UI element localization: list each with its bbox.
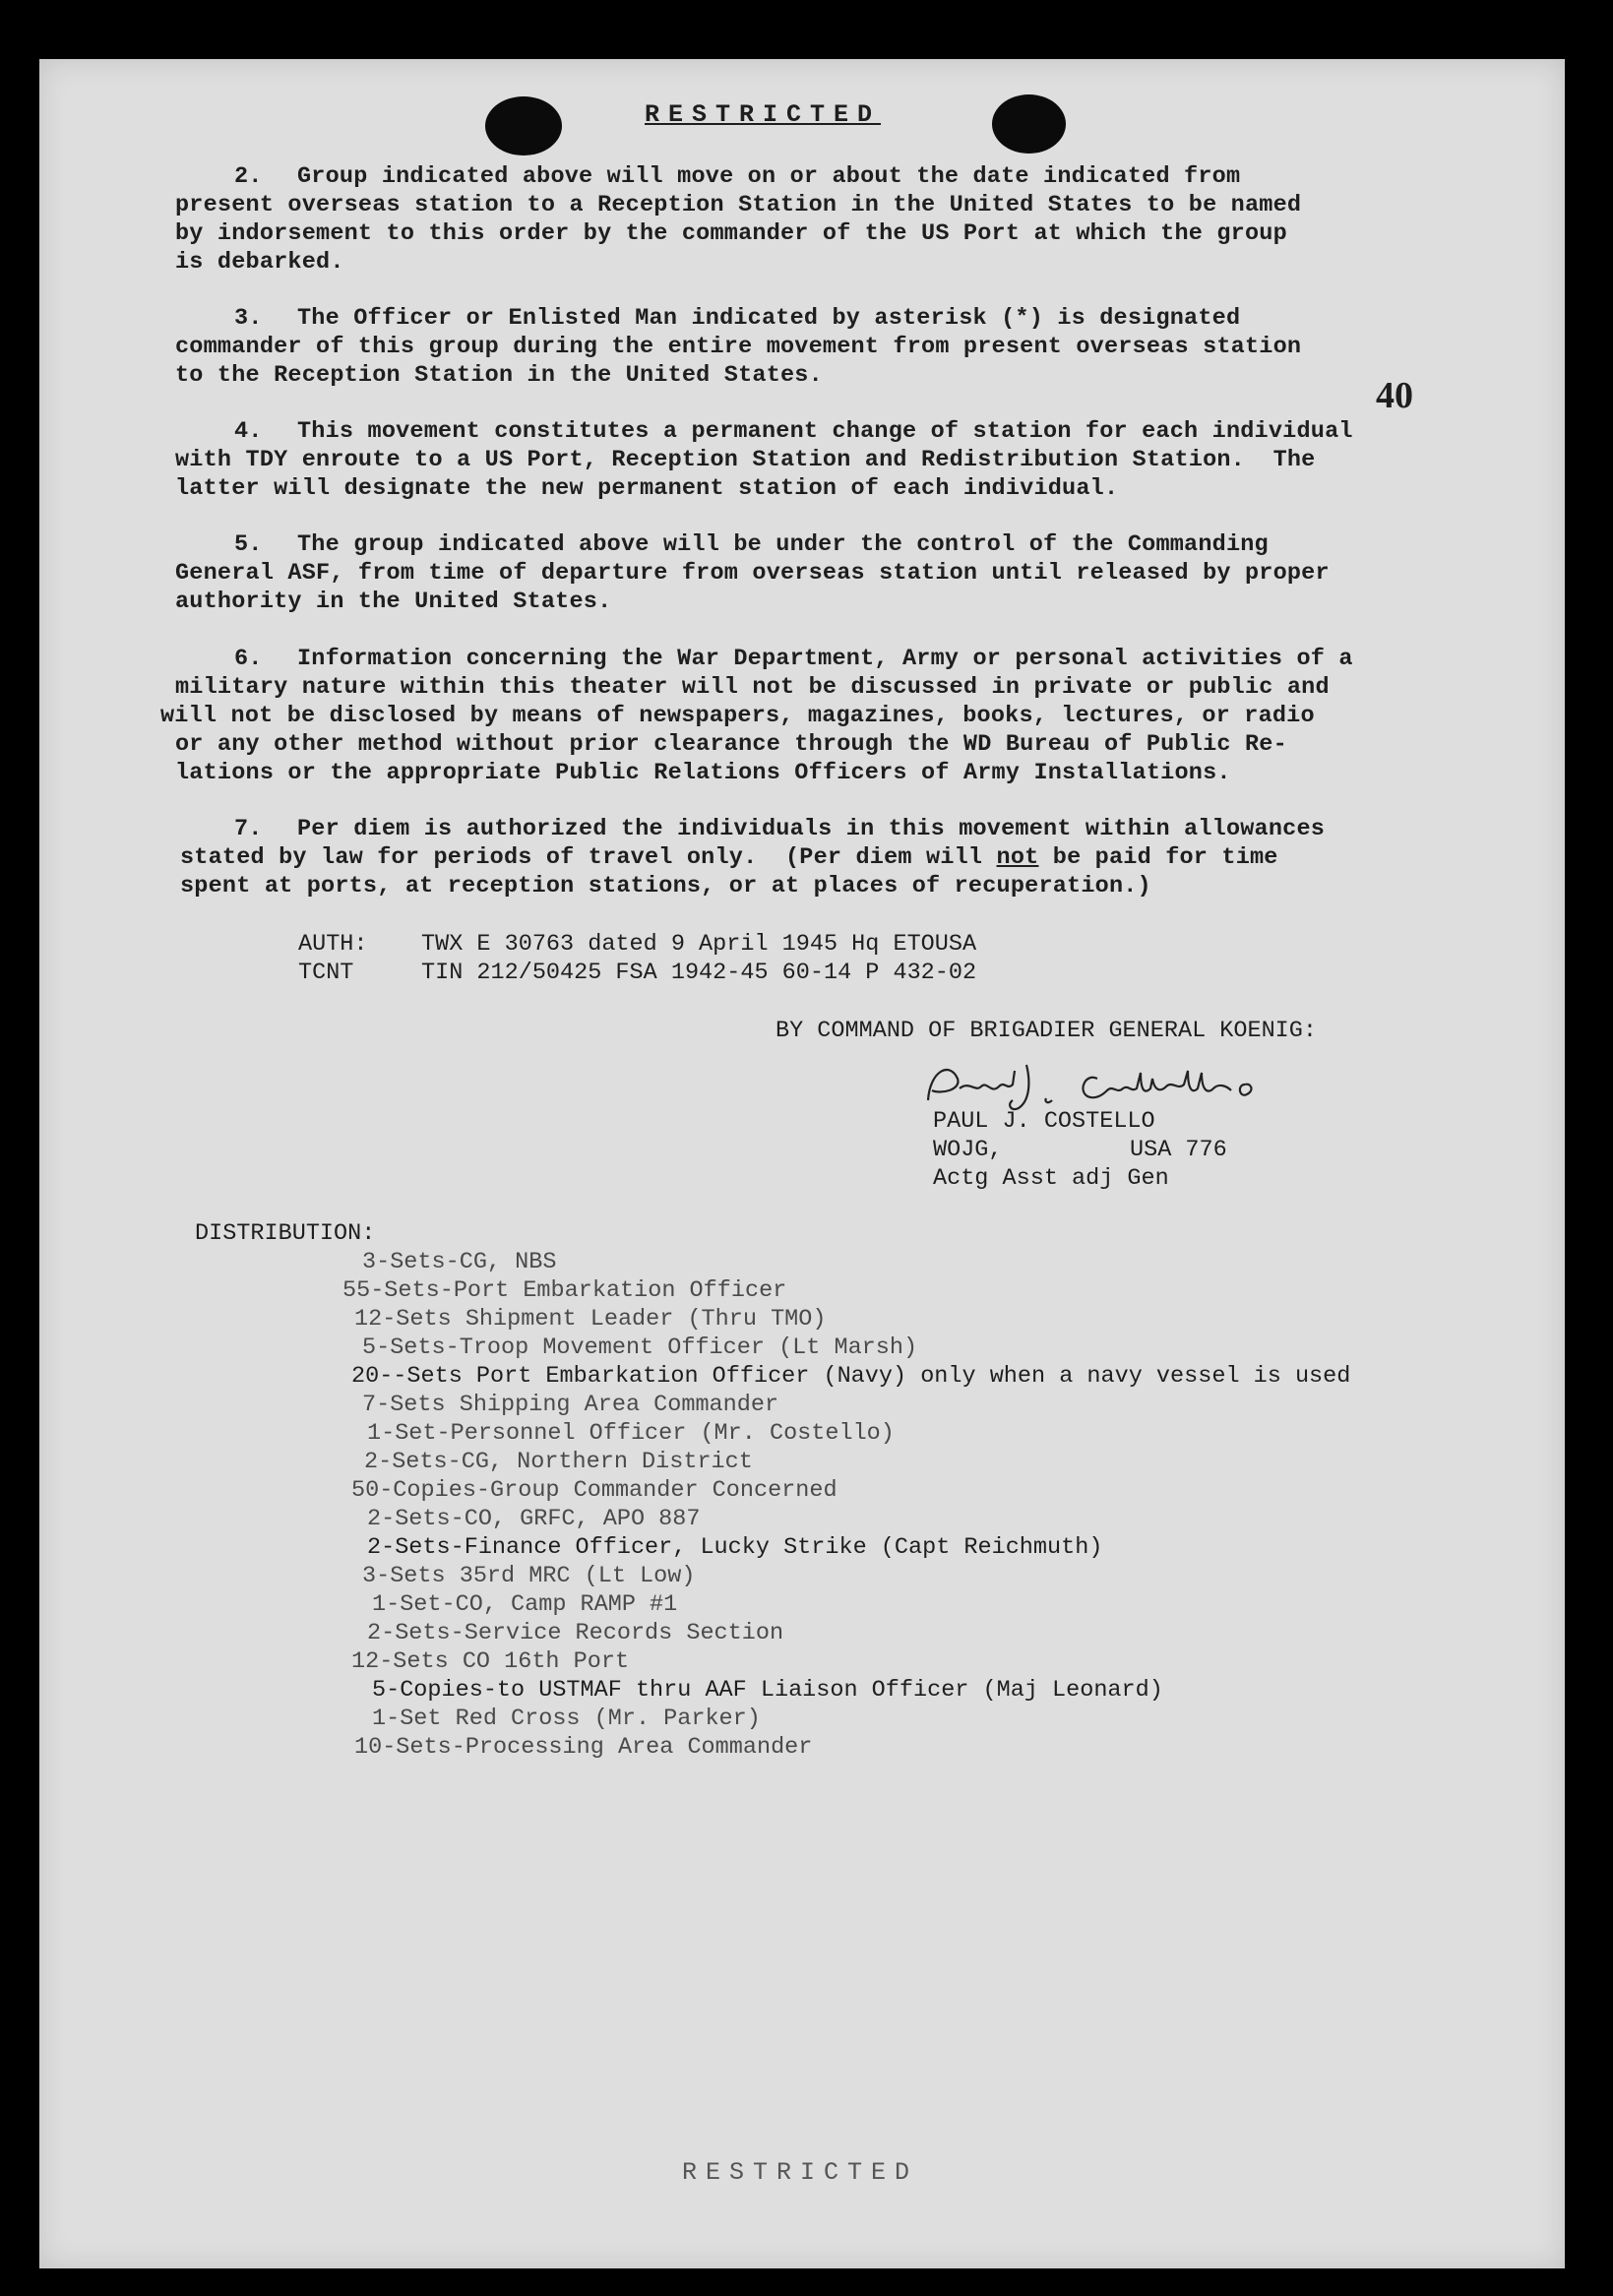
restricted-footer: RESTRICTED <box>682 2158 919 2187</box>
distribution-item: 10-Sets-Processing Area Commander <box>354 1734 813 1761</box>
paragraph-line: authority in the United States. <box>175 589 612 615</box>
paragraph-line: present overseas station to a Reception Station in the United States to be named <box>175 192 1302 218</box>
distribution-item: 3-Sets 35rd MRC (Lt Low) <box>362 1563 696 1589</box>
distribution-item: 1-Set Red Cross (Mr. Parker) <box>372 1706 761 1732</box>
paragraph-line: Group indicated above will move on or about the date indicated from <box>297 163 1241 190</box>
paragraph-number: 4. <box>234 418 263 445</box>
distribution-item: 12-Sets CO 16th Port <box>351 1648 630 1675</box>
tcnt-label: TCNT <box>298 960 354 986</box>
paragraph-line: General ASF, from time of departure from overseas station until released by proper <box>175 560 1330 587</box>
distribution-item: 7-Sets Shipping Area Commander <box>362 1392 779 1418</box>
page-number: 40 <box>1376 375 1413 416</box>
signer-title: Actg Asst adj Gen <box>933 1165 1169 1192</box>
auth-label: AUTH: <box>298 931 368 958</box>
signer-rank: WOJG, <box>933 1137 1003 1163</box>
paragraph-line-tail: be paid for time <box>1038 844 1278 871</box>
auth-text: TWX E 30763 dated 9 April 1945 Hq ETOUSA <box>421 931 977 958</box>
paragraph-line: The group indicated above will be under the control of the Commanding <box>297 531 1269 558</box>
paragraph-line: or any other method without prior clearance through the WD Bureau of Public Re- <box>175 731 1287 758</box>
restricted-header: RESTRICTED <box>645 100 882 129</box>
distribution-item: 5-Sets-Troop Movement Officer (Lt Marsh) <box>362 1334 918 1361</box>
paragraph-line: Per diem is authorized the individuals in this movement within allowances <box>297 816 1326 842</box>
distribution-item: 2-Sets-Finance Officer, Lucky Strike (Capt Reichmuth) <box>367 1534 1103 1561</box>
paragraph-number: 7. <box>234 816 263 842</box>
distribution-item: 3-Sets-CG, NBS <box>362 1249 557 1275</box>
tcnt-text: TIN 212/50425 FSA 1942-45 60-14 P 432-02 <box>421 960 977 986</box>
paragraph-number: 3. <box>234 305 263 332</box>
paragraph-line: with TDY enroute to a US Port, Reception Station and Redistribution Station. The <box>175 447 1316 473</box>
paragraph-line: by indorsement to this order by the commander of the US Port at which the group <box>175 220 1287 247</box>
distribution-item: 12-Sets Shipment Leader (Thru TMO) <box>354 1306 827 1333</box>
signer-name: PAUL J. COSTELLO <box>933 1108 1155 1135</box>
paragraph-line: Information concerning the War Department, Army or personal activities of a <box>297 646 1353 672</box>
distribution-heading: DISTRIBUTION: <box>195 1220 376 1247</box>
paragraph-line <box>180 846 1278 870</box>
distribution-item: 50-Copies-Group Commander Concerned <box>351 1477 838 1504</box>
emphasis-not: not <box>996 844 1039 871</box>
paragraph-line: to the Reception Station in the United States. <box>175 362 823 389</box>
punch-hole-left <box>485 96 562 155</box>
distribution-item: 20--Sets Port Embarkation Officer (Navy) only when a navy vessel is used <box>351 1363 1351 1390</box>
command-line: BY COMMAND OF BRIGADIER GENERAL KOENIG: <box>775 1018 1317 1044</box>
paragraph-line: military nature within this theater will not be discussed in private or public and <box>175 674 1330 701</box>
distribution-item: 2-Sets-CO, GRFC, APO 887 <box>367 1506 701 1532</box>
paragraph-line: This movement constitutes a permanent change of station for each individual <box>297 418 1353 445</box>
distribution-item: 2-Sets-CG, Northern District <box>364 1449 753 1475</box>
paragraph-number: 6. <box>234 646 263 672</box>
paragraph-line: lations or the appropriate Public Relations Officers of Army Installations. <box>175 760 1231 786</box>
distribution-item: 2-Sets-Service Records Section <box>367 1620 784 1646</box>
paragraph-line: will not be disclosed by means of newspapers, magazines, books, lectures, or radio <box>160 703 1315 729</box>
distribution-item: 1-Set-Personnel Officer (Mr. Costello) <box>367 1420 895 1447</box>
paragraph-line: The Officer or Enlisted Man indicated by asterisk (*) is designated <box>297 305 1241 332</box>
distribution-item: 1-Set-CO, Camp RAMP #1 <box>372 1591 678 1618</box>
paragraph-line: latter will designate the new permanent station of each individual. <box>175 475 1119 502</box>
paragraph-line: spent at ports, at reception stations, or at places of recuperation.) <box>180 873 1151 900</box>
paragraph-number: 5. <box>234 531 263 558</box>
paragraph-number: 2. <box>234 163 263 190</box>
distribution-item: 55-Sets-Port Embarkation Officer <box>342 1277 787 1304</box>
signer-service: USA 776 <box>1130 1137 1227 1163</box>
document-page <box>39 59 1565 2268</box>
distribution-item: 5-Copies-to USTMAF thru AAF Liaison Officer (Maj Leonard) <box>372 1677 1163 1704</box>
paragraph-line: commander of this group during the entire movement from present overseas station <box>175 334 1302 360</box>
punch-hole-right <box>992 94 1066 154</box>
paragraph-line: is debarked. <box>175 249 344 276</box>
paragraph-line-head: stated by law for periods of travel only. (Per diem will <box>180 844 997 871</box>
